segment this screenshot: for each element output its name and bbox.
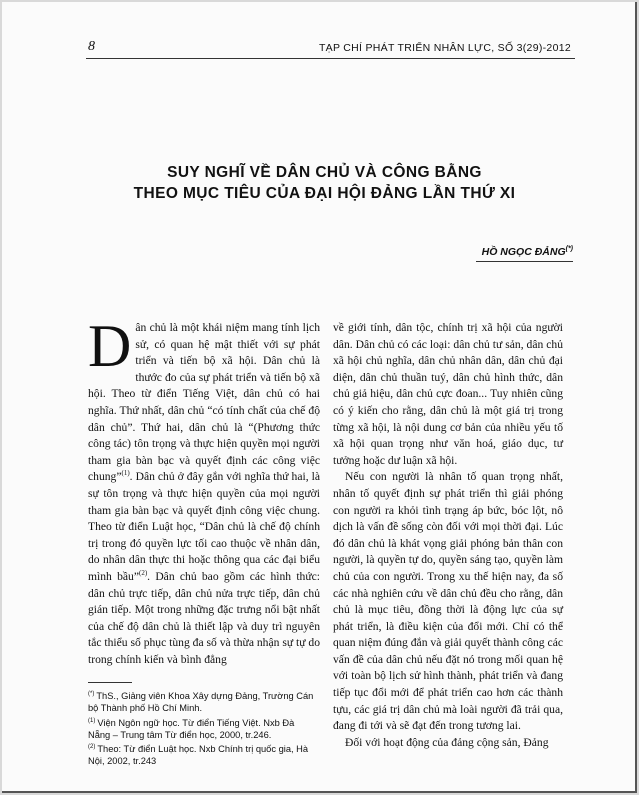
right-paragraph-3: Đối với hoạt động của đảng cộng sản, Đảng <box>345 735 549 749</box>
right-column <box>333 320 563 751</box>
footnotes <box>88 688 318 768</box>
footnote-item <box>88 715 318 742</box>
title-line-2: THEO MỤC TIÊU CỦA ĐẠI HỘI ĐẢNG LẦN THỨ XI <box>133 185 516 202</box>
footnote-ref-2: (2) <box>138 569 148 578</box>
footnote-item <box>88 741 318 768</box>
right-paragraph-2: Nếu con người là nhân tố quan trọng nhất, nhân tố quyết định sự phát triển thì giải phóng con người ra khỏi tình trạng áp bức, bóc lột, nô dịch là vấn đề sống còn đối với mọi thời đại. Lúc đó dân chủ là khát vọng giải phóng bản thân con người, là quyền tự do, quyền sáng tạo, quyền làm chủ của con người. Trong xu thế hiện nay, đa số các nhà nghiên cứu về dân chủ đều cho rằng, dân chủ là mục tiêu, đồng thời là động lực của sự phát triển, là điều kiện của đổi mới. Chỉ có thể quan niệm đúng đắn và giải quyết thành công các vấn đề của dân chủ nếu đặt nó trong mối quan hệ với toàn bộ lịch sử hình thành, phát triển và đang tiếp tục đổi mới để phát triển cao hơn các thành tựu, các giá trị dân chủ mà loài người đã trải qua, đang đi tới và sẽ đạt đến trong tương lai. <box>333 470 563 733</box>
footnote-item <box>88 688 318 715</box>
left-text-b: . Dân chủ ở đây gắn với nghĩa thứ hai, là sự tôn trọng và thực hiện quyền của mọi người tham gia bàn bạc và quyết định công việc chung. Theo từ điển Luật học, “Dân chủ là chế độ chính trị trong đó quyền lực tối cao thuộc về nhân dân, do nhân dân thực thi hoặc thông qua các đại biểu mình bầu” <box>88 470 320 583</box>
footnote-text: Viện Ngôn ngữ học. Từ điển Tiếng Việt. Nxb Đà Nẵng – Trung tâm Từ điển học, 2000, tr.246. <box>88 717 295 740</box>
footnote-mark: (1) <box>88 717 96 724</box>
left-column <box>88 313 321 668</box>
author-byline <box>482 246 573 258</box>
footnote-mark: (*) <box>88 691 95 697</box>
title-line-1: SUY NGHĨ VỀ DÂN CHỦ VÀ CÔNG BẰNG <box>167 164 482 181</box>
footnote-mark: (2) <box>88 744 96 750</box>
article-title <box>62 162 587 204</box>
footnote-text: ThS., Giảng viên Khoa Xây dựng Đảng, Trường Cán bộ Thành phố Hồ Chí Minh. <box>88 691 314 714</box>
header-rule <box>86 58 575 59</box>
footnote-ref-1: (1) <box>121 469 130 478</box>
right-paragraph-1: về giới tính, dân tộc, chính trị xã hội của người dân. Dân chủ có các loại: dân chủ tư sản, dân chủ xã hội chủ nghĩa, dân chủ nhân dân, dân chủ đại diện, dân chủ thuần tuý, dân chủ hình thức, dân chủ giả hiệu, dân chủ cực đoan... Tuy nhiên cũng có ý kiến cho rằng, dân chủ là một giá trị trong từng xã hội, là nội dung cơ bản của nhiều yếu tố xã hội quan trọng như văn hoá, giáo dục, tư tưởng hoặc dư luận xã hội. <box>333 321 563 467</box>
drop-cap: D <box>88 313 132 379</box>
left-text-c: . Dân chủ bao gồm các hình thức: dân chủ trực tiếp, dân chủ nửa trực tiếp, dân chủ gián tiếp. Một trong những đặc trưng nổi bật nhất của chế độ dân chủ là thiết lập và duy trì nguyên tắc thiểu số phục tùng đa số và thừa nhận sự tự do trong chính kiến và bình đẳng <box>88 569 321 666</box>
footnote-text: Theo: Từ điển Luật học. Nxb Chính trị quốc gia, Hà Nội, 2002, tr.243 <box>88 744 309 767</box>
author-underline <box>476 261 573 262</box>
page-number: 8 <box>88 39 95 54</box>
author-footnote-mark: (*) <box>565 245 573 253</box>
journal-page <box>2 2 637 793</box>
left-text-a: ân chủ là một khái niệm mang tính lịch sử, có quan hệ mật thiết với sự phát triển và tiến bộ xã hội. Dân chủ là thước đo của sự phát triển và tiến bộ xã hội. Theo từ điển Tiếng Việt, dân chủ có hai nghĩa. Thứ nhất, dân chủ “có tính chất của chế độ dân chủ”. Thứ hai, dân chủ là “(Phương thức công tác) tôn trọng và thực hiện quyền mọi người tham gia bàn bạc và quyết định các công việc chung” <box>88 321 320 484</box>
journal-running-header: TẠP CHÍ PHÁT TRIỂN NHÂN LỰC, SỐ 3(29)-2012 <box>318 42 571 54</box>
author-name: HỒ NGỌC ĐẢNG <box>481 246 566 258</box>
footnote-rule <box>88 682 132 683</box>
left-paragraph-1 <box>88 313 321 668</box>
